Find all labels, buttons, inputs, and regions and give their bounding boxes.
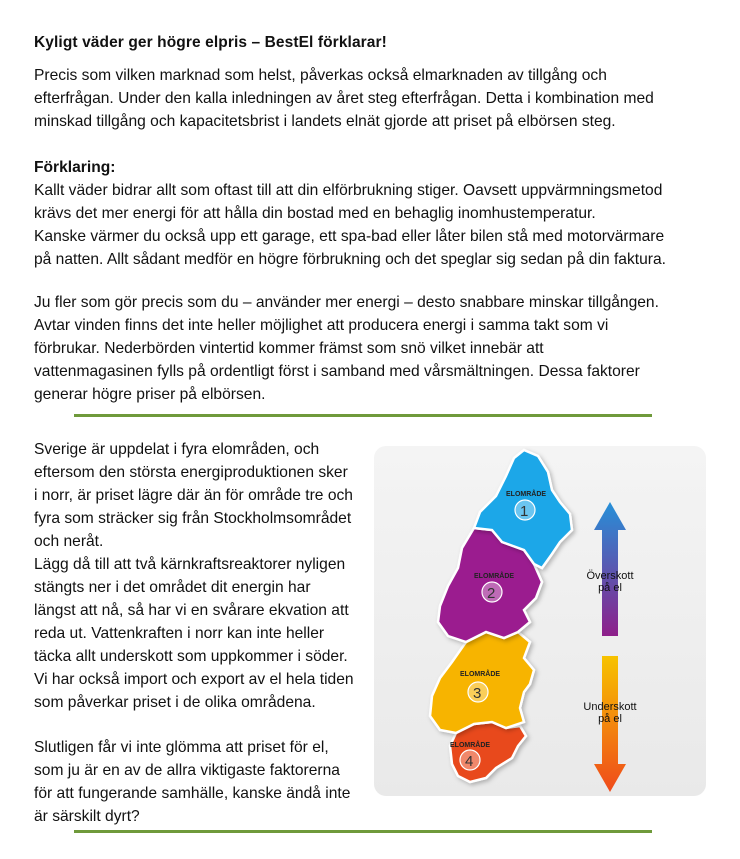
deficit-arrow bbox=[583, 656, 636, 792]
svg-text:Underskott: Underskott bbox=[583, 701, 637, 713]
svg-text:4: 4 bbox=[465, 753, 474, 770]
svg-text:ELOMRÅDE: ELOMRÅDE bbox=[450, 742, 491, 749]
intro-paragraph: Precis som vilken marknad som helst, påverkas också elmarknaden av tillgång och efterfrågan. Under den kalla inledningen av året steg efterfrågan. Detta i kombination med minskad tillgång och kapacitetsbrist i landets elnät gjorde att priset på elbörsen steg. bbox=[34, 67, 654, 130]
svg-text:ELOMRÅDE: ELOMRÅDE bbox=[474, 573, 515, 580]
svg-text:ELOMRÅDE: ELOMRÅDE bbox=[506, 491, 547, 498]
article-title: Kyligt väder ger högre elpris – BestEl förklarar! bbox=[34, 34, 387, 51]
svg-text:Överskott: Överskott bbox=[586, 570, 634, 582]
svg-text:3: 3 bbox=[473, 685, 482, 702]
svg-text:ELOMRÅDE: ELOMRÅDE bbox=[460, 671, 501, 678]
regions-paragraph: Sverige är uppdelat i fyra elområden, och eftersom den största energiproduktionen sker i norr, är priset lägre där än för område tre och fyra som sträcker sig från Stockholmsområdet och neråt. Lägg då till att två kärnkraftsreaktorer nyligen stängts ner i det området dit energin har längst att nå, så har vi en svårare ekvation att reda ut. Vattenkraften i norr kan inte heller täcka allt underskott som uppkommer i söder. Vi har också import och export av el hela tiden som påverkar priset i de olika områdena. bbox=[34, 441, 354, 711]
bottom-divider bbox=[74, 830, 652, 833]
explanation-heading: Förklaring: bbox=[34, 159, 116, 176]
closing-paragraph: Slutligen får vi inte glömma att priset för el, som ju är en av de allra viktigaste faktorerna för att fungerande samhälle, kanske ändå inte är särskilt dyrt? bbox=[34, 739, 351, 825]
energy-paragraph: Ju fler som gör precis som du – använder mer energi – desto snabbare minskar tillgången. Avtar vinden finns det inte heller möjlighet att producera energi i samma takt som vi förbrukar. Nederbörden vintertid kommer främst som snö vilket innebär att vattenmagasinen fylls på ordentligt först i samband med vårsmältningen. Dessa faktorer generar högre priser på elbörsen. bbox=[34, 294, 659, 403]
svg-text:2: 2 bbox=[487, 585, 496, 602]
explanation-paragraph: Förklaring: Kallt väder bidrar allt som oftast till att din elförbrukning stiger. Oavsett uppvärmningsmetod krävs det mer energi för att hålla din bostad med en behaglig inomhustemperatur. Kanske värmer du också upp ett garage, ett spa-bad eller låter bilen stå med motorvärmare på natten. Allt sådant medför en högre förbrukning och det speglar sig sedan på din faktura. bbox=[34, 156, 666, 271]
divider bbox=[74, 414, 652, 417]
surplus-arrow bbox=[586, 502, 633, 636]
electricity-areas-map bbox=[374, 446, 706, 796]
svg-text:på el: på el bbox=[598, 582, 622, 594]
svg-text:på el: på el bbox=[598, 713, 622, 725]
svg-text:1: 1 bbox=[520, 503, 529, 520]
